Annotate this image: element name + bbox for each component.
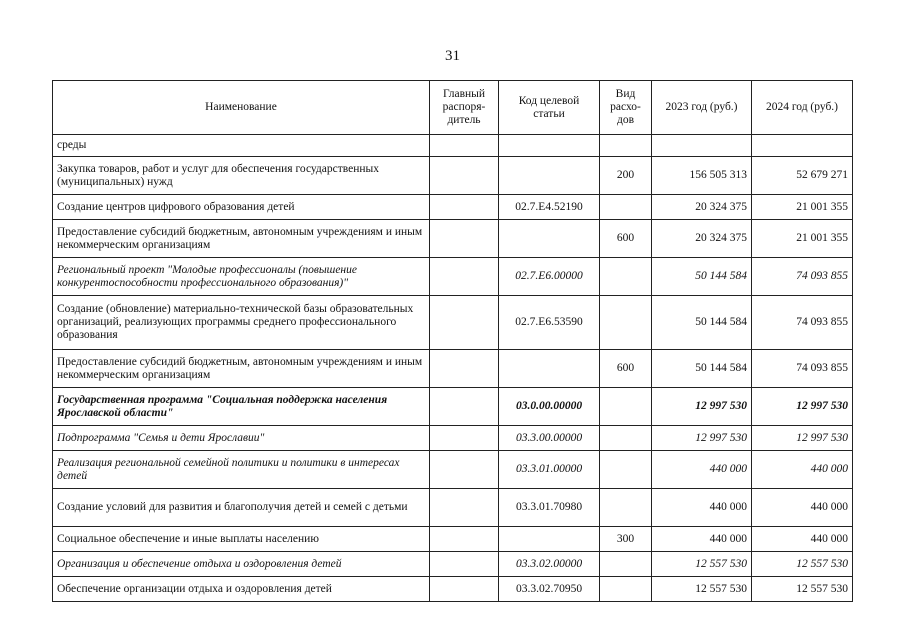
cell-administrator xyxy=(430,135,499,157)
cell-2024: 440 000 xyxy=(752,489,853,527)
cell-2023: 50 144 584 xyxy=(652,296,752,350)
table-row xyxy=(53,195,853,220)
cell-name: Обеспечение организации отдыха и оздоровления детей xyxy=(53,577,430,602)
cell-2024: 21 001 355 xyxy=(752,195,853,220)
cell-code: 03.3.00.00000 xyxy=(499,426,600,451)
cell-2024: 74 093 855 xyxy=(752,350,853,388)
cell-expense-type xyxy=(600,296,652,350)
cell-name: Региональный проект "Молодые профессионалы (повышение конкурентоспособности профессионального образования)" xyxy=(53,258,430,296)
cell-2023: 20 324 375 xyxy=(652,220,752,258)
table-body xyxy=(53,135,853,602)
table-row xyxy=(53,577,853,602)
cell-code: 03.0.00.00000 xyxy=(499,388,600,426)
cell-2023: 440 000 xyxy=(652,527,752,552)
cell-administrator xyxy=(430,489,499,527)
cell-expense-type: 600 xyxy=(600,220,652,258)
table-row xyxy=(53,426,853,451)
cell-name: Создание центров цифрового образования детей xyxy=(53,195,430,220)
cell-administrator xyxy=(430,552,499,577)
table-row xyxy=(53,296,853,350)
table-row xyxy=(53,552,853,577)
cell-name: Предоставление субсидий бюджетным, автономным учреждениям и иным некоммерческим организациям xyxy=(53,350,430,388)
table-row xyxy=(53,157,853,195)
cell-expense-type xyxy=(600,258,652,296)
cell-administrator xyxy=(430,157,499,195)
cell-name: Реализация региональной семейной политики и политики в интересах детей xyxy=(53,451,430,489)
cell-2023: 50 144 584 xyxy=(652,258,752,296)
cell-code xyxy=(499,135,600,157)
table-row xyxy=(53,350,853,388)
page-number: 31 xyxy=(445,48,460,64)
cell-2023 xyxy=(652,135,752,157)
cell-expense-type xyxy=(600,135,652,157)
cell-code xyxy=(499,157,600,195)
cell-name: Предоставление субсидий бюджетным, автономным учреждениям и иным некоммерческим организациям xyxy=(53,220,430,258)
cell-2024: 440 000 xyxy=(752,451,853,489)
cell-administrator xyxy=(430,451,499,489)
cell-2024: 12 997 530 xyxy=(752,426,853,451)
cell-expense-type xyxy=(600,195,652,220)
table-row xyxy=(53,489,853,527)
cell-2023: 440 000 xyxy=(652,489,752,527)
cell-2023: 12 997 530 xyxy=(652,426,752,451)
cell-expense-type xyxy=(600,451,652,489)
table-row xyxy=(53,258,853,296)
cell-2023: 440 000 xyxy=(652,451,752,489)
cell-code xyxy=(499,350,600,388)
cell-2024: 12 557 530 xyxy=(752,552,853,577)
cell-2024: 12 557 530 xyxy=(752,577,853,602)
cell-administrator xyxy=(430,350,499,388)
cell-name: Подпрограмма "Семья и дети Ярославии" xyxy=(53,426,430,451)
cell-2023: 156 505 313 xyxy=(652,157,752,195)
cell-code: 03.3.02.70950 xyxy=(499,577,600,602)
cell-administrator xyxy=(430,388,499,426)
cell-administrator xyxy=(430,258,499,296)
header-expense-type: Вид расхо-дов xyxy=(600,81,652,135)
cell-2024: 74 093 855 xyxy=(752,258,853,296)
cell-name: Организация и обеспечение отдыха и оздоровления детей xyxy=(53,552,430,577)
cell-code: 03.3.01.70980 xyxy=(499,489,600,527)
cell-administrator xyxy=(430,577,499,602)
cell-expense-type: 600 xyxy=(600,350,652,388)
cell-name: среды xyxy=(53,135,430,157)
cell-name: Государственная программа "Социальная поддержка населения Ярославской области" xyxy=(53,388,430,426)
cell-2024: 52 679 271 xyxy=(752,157,853,195)
cell-expense-type xyxy=(600,552,652,577)
table-row xyxy=(53,388,853,426)
cell-code xyxy=(499,220,600,258)
cell-administrator xyxy=(430,426,499,451)
cell-expense-type xyxy=(600,426,652,451)
cell-administrator xyxy=(430,296,499,350)
cell-administrator xyxy=(430,527,499,552)
cell-expense-type xyxy=(600,388,652,426)
cell-2023: 20 324 375 xyxy=(652,195,752,220)
cell-administrator xyxy=(430,220,499,258)
cell-2024: 12 997 530 xyxy=(752,388,853,426)
cell-expense-type xyxy=(600,489,652,527)
cell-code: 03.3.01.00000 xyxy=(499,451,600,489)
header-code: Код целевой статьи xyxy=(499,81,600,135)
cell-name: Социальное обеспечение и иные выплаты населению xyxy=(53,527,430,552)
cell-code: 02.7.E4.52190 xyxy=(499,195,600,220)
cell-2024: 440 000 xyxy=(752,527,853,552)
header-year-2023: 2023 год (руб.) xyxy=(652,81,752,135)
cell-2023: 12 557 530 xyxy=(652,577,752,602)
cell-2024 xyxy=(752,135,853,157)
cell-2024: 21 001 355 xyxy=(752,220,853,258)
cell-2023: 50 144 584 xyxy=(652,350,752,388)
cell-2023: 12 557 530 xyxy=(652,552,752,577)
header-name: Наименование xyxy=(53,81,430,135)
cell-expense-type: 200 xyxy=(600,157,652,195)
cell-code: 02.7.E6.00000 xyxy=(499,258,600,296)
table-row xyxy=(53,220,853,258)
header-administrator: Главный распоря-дитель xyxy=(430,81,499,135)
cell-expense-type: 300 xyxy=(600,527,652,552)
cell-administrator xyxy=(430,195,499,220)
table-row xyxy=(53,451,853,489)
cell-name: Создание условий для развития и благополучия детей и семей с детьми xyxy=(53,489,430,527)
cell-name: Создание (обновление) материально-технической базы образовательных организаций, реализующих программы среднего профессионального образования xyxy=(53,296,430,350)
cell-name: Закупка товаров, работ и услуг для обеспечения государственных (муниципальных) нужд xyxy=(53,157,430,195)
cell-code xyxy=(499,527,600,552)
cell-2023: 12 997 530 xyxy=(652,388,752,426)
table-header-row xyxy=(53,81,853,135)
header-year-2024: 2024 год (руб.) xyxy=(752,81,853,135)
cell-2024: 74 093 855 xyxy=(752,296,853,350)
cell-code: 02.7.E6.53590 xyxy=(499,296,600,350)
budget-table xyxy=(52,80,853,602)
cell-expense-type xyxy=(600,577,652,602)
table-row xyxy=(53,527,853,552)
table-row xyxy=(53,135,853,157)
cell-code: 03.3.02.00000 xyxy=(499,552,600,577)
